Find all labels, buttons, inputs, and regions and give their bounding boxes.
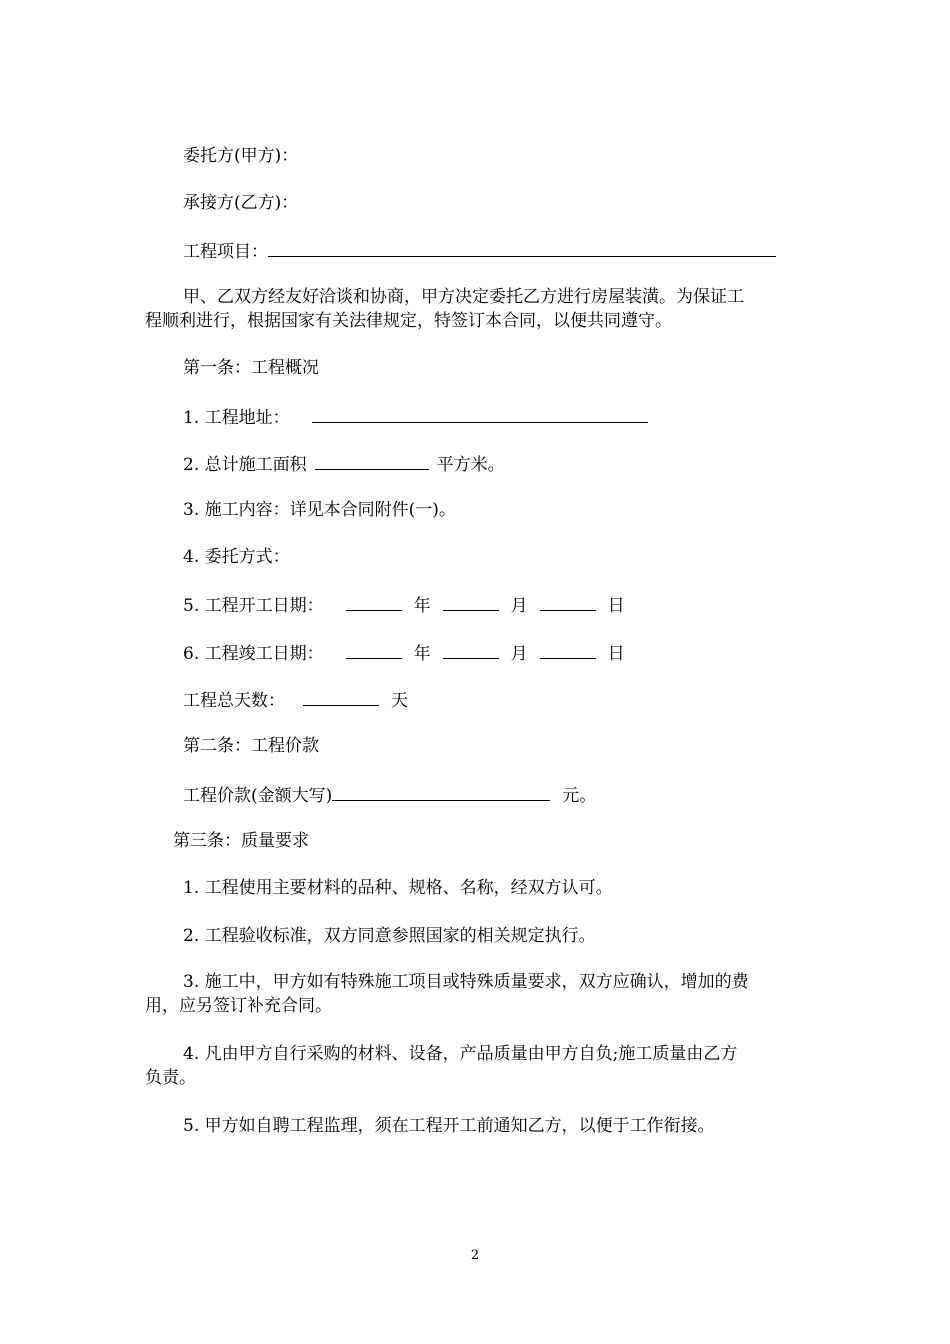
total-days-blank[interactable] xyxy=(303,687,379,706)
end-month-unit: 月 xyxy=(510,644,528,664)
price-unit: 元。 xyxy=(562,786,597,806)
end-year-unit: 年 xyxy=(413,644,431,664)
start-month-blank[interactable] xyxy=(443,592,499,611)
quality-item-1: 1. 工程使用主要材料的品种、规格、名称，经双方认可。 xyxy=(183,878,613,898)
price-label: 工程价款(金额大写) xyxy=(183,786,333,806)
intro-paragraph xyxy=(145,285,810,333)
client-line xyxy=(183,144,298,168)
quality-item-4 xyxy=(145,1042,810,1090)
start-day-blank[interactable] xyxy=(540,592,596,611)
item-6-label: 6. 工程竣工日期： xyxy=(183,644,324,664)
item-1-label: 1. 工程地址： xyxy=(183,408,290,428)
total-days-unit: 天 xyxy=(391,691,408,711)
item-2-label: 2. 总计施工面积 xyxy=(183,455,307,475)
item-1-address xyxy=(183,404,648,430)
start-year-blank[interactable] xyxy=(346,592,402,611)
end-day-blank[interactable] xyxy=(540,640,596,659)
quality-item-3-line-2: 用，应另签订补充合同。 xyxy=(145,996,332,1016)
intro-line-2: 程顺利进行，根据国家有关法律规定，特签订本合同，以便共同遵守。 xyxy=(145,311,672,331)
article-1-title: 第一条：工程概况 xyxy=(183,358,319,378)
quality-item-4-line-2: 负责。 xyxy=(145,1068,196,1088)
item-2-area xyxy=(183,451,505,477)
total-days-line xyxy=(183,687,408,713)
start-year-unit: 年 xyxy=(413,596,431,616)
item-2-unit: 平方米。 xyxy=(436,455,505,475)
client-label: 委托方(甲方)： xyxy=(183,146,299,166)
contractor-label: 承接方(乙方)： xyxy=(183,193,299,213)
address-blank[interactable] xyxy=(312,404,648,423)
article-2-title: 第二条：工程价款 xyxy=(183,736,319,756)
quality-item-4-line-1: 4. 凡由甲方自行采购的材料、设备，产品质量由甲方自负;施工质量由乙方 xyxy=(183,1044,738,1064)
end-year-blank[interactable] xyxy=(346,640,402,659)
end-month-blank[interactable] xyxy=(443,640,499,659)
article-3-title: 第三条：质量要求 xyxy=(173,831,309,851)
quality-item-5: 5. 甲方如自聘工程监理，须在工程开工前通知乙方，以便于工作衔接。 xyxy=(183,1116,715,1136)
price-blank[interactable] xyxy=(332,782,550,801)
quality-item-2: 2. 工程验收标准，双方同意参照国家的相关规定执行。 xyxy=(183,926,596,946)
quality-item-3-line-1: 3. 施工中，甲方如有特殊施工项目或特殊质量要求，双方应确认，增加的费 xyxy=(183,972,749,992)
area-blank[interactable] xyxy=(315,451,429,470)
total-days-label: 工程总天数： xyxy=(183,691,285,711)
item-4-method: 4. 委托方式： xyxy=(183,547,290,567)
price-line xyxy=(183,782,596,808)
project-label: 工程项目： xyxy=(183,242,268,262)
start-month-unit: 月 xyxy=(510,596,528,616)
project-line xyxy=(183,238,776,264)
item-3-content: 3. 施工内容：详见本合同附件(一)。 xyxy=(183,500,456,520)
quality-item-3 xyxy=(145,970,810,1018)
project-blank[interactable] xyxy=(268,238,776,257)
start-day-unit: 日 xyxy=(607,596,625,616)
item-5-label: 5. 工程开工日期： xyxy=(183,596,324,616)
contractor-line xyxy=(183,191,298,215)
page-number: 2 xyxy=(470,1248,480,1263)
item-5-start-date xyxy=(183,592,625,618)
intro-line-1: 甲、乙双方经友好洽谈和协商，甲方决定委托乙方进行房屋装潢。为保证工 xyxy=(183,287,744,307)
item-6-end-date xyxy=(183,640,625,666)
end-day-unit: 日 xyxy=(607,644,625,664)
